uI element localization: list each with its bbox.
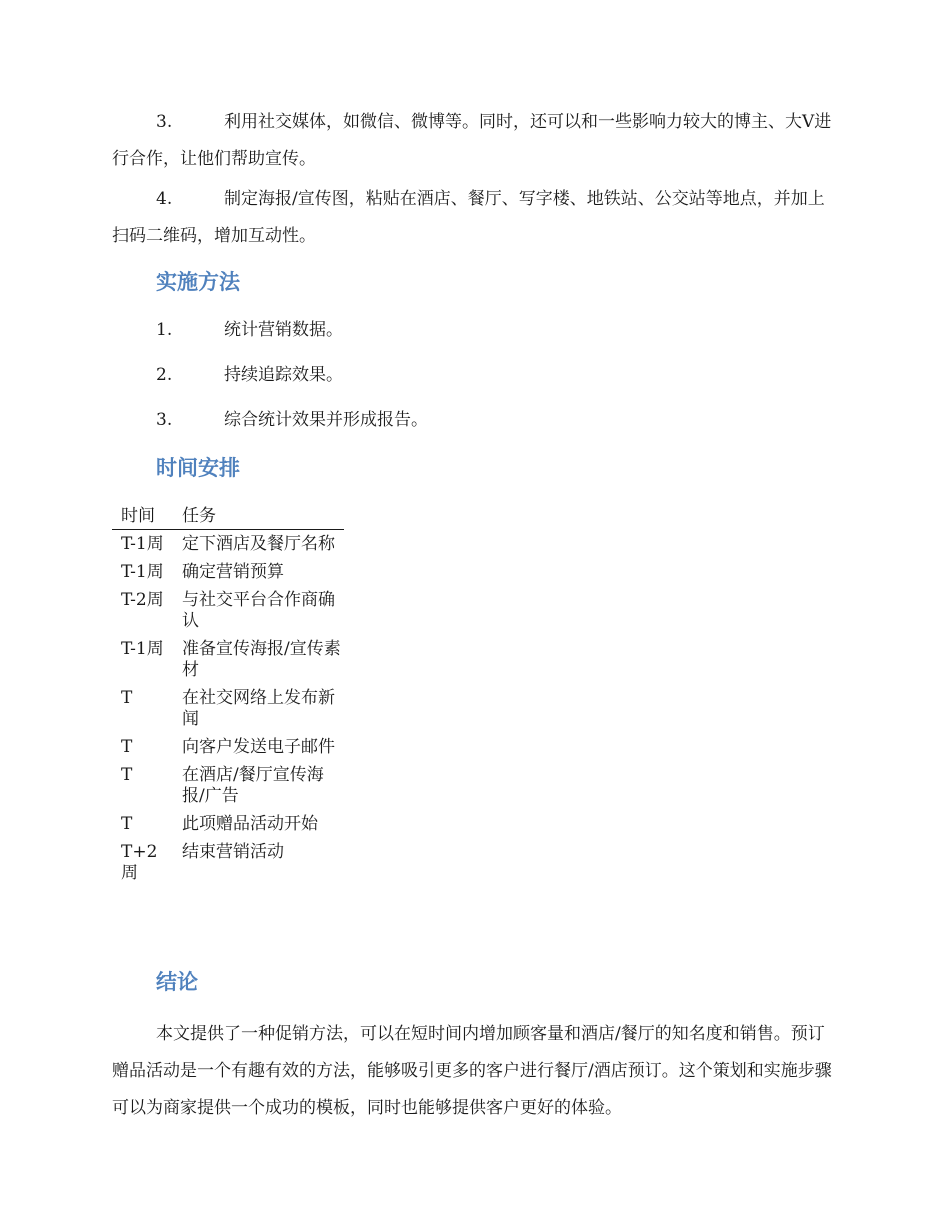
list-number: 1. <box>156 320 173 340</box>
list-text: 综合统计效果并形成报告。 <box>224 410 428 430</box>
time-cell: T <box>121 814 133 834</box>
time-cell: T-1周 <box>121 534 164 554</box>
task-cell: 结束营销活动 <box>182 842 284 862</box>
list-number: 2. <box>156 365 173 385</box>
list-number: 3. <box>156 410 173 430</box>
table-row <box>112 733 344 761</box>
table-row <box>112 530 344 559</box>
schedule-table <box>112 504 344 887</box>
list-text: 制定海报/宣传图，粘贴在酒店、餐厅、写字楼、地铁站、公交站等地点，并加上扫码二维码，增加互动性。 <box>112 189 825 246</box>
list-item <box>112 181 832 255</box>
task-cell: 向客户发送电子邮件 <box>182 737 335 757</box>
time-cell: T <box>121 765 133 785</box>
task-cell: 与社交平台合作商确认 <box>182 590 335 631</box>
list-item <box>156 319 343 341</box>
section-heading-conclusion: 结论 <box>156 970 198 994</box>
section-heading-implementation: 实施方法 <box>156 270 240 294</box>
list-item <box>112 104 832 178</box>
column-header-task: 任务 <box>173 504 344 530</box>
section-heading-schedule: 时间安排 <box>156 456 240 480</box>
task-cell: 此项赠品活动开始 <box>182 814 318 834</box>
task-cell: 在酒店/餐厅宣传海报/广告 <box>182 765 324 806</box>
table-header-row <box>112 504 344 530</box>
list-number: 3. <box>156 112 173 132</box>
task-cell: 准备宣传海报/宣传素材 <box>182 639 341 680</box>
table-row <box>112 838 344 887</box>
time-cell: T-2周 <box>121 590 164 610</box>
column-header-time: 时间 <box>112 504 173 530</box>
time-cell: T+2周 <box>121 842 158 883</box>
list-number: 4. <box>156 189 173 209</box>
list-item <box>156 364 343 386</box>
time-cell: T <box>121 737 133 757</box>
task-cell: 确定营销预算 <box>182 562 284 582</box>
list-text: 利用社交媒体，如微信、微博等。同时，还可以和一些影响力较大的博主、大V进行合作，让他们帮助宣传。 <box>112 112 832 169</box>
table-row <box>112 684 344 733</box>
list-text: 统计营销数据。 <box>224 320 343 340</box>
table-row <box>112 586 344 635</box>
time-cell: T-1周 <box>121 639 164 659</box>
list-item <box>156 409 428 431</box>
table-row <box>112 810 344 838</box>
task-cell: 定下酒店及餐厅名称 <box>182 534 335 554</box>
list-text: 持续追踪效果。 <box>224 365 343 385</box>
conclusion-paragraph: 本文提供了一种促销方法，可以在短时间内增加顾客量和酒店/餐厅的知名度和销售。预订赠品活动是一个有趣有效的方法，能够吸引更多的客户进行餐厅/酒店预订。这个策划和实施步骤可以为商家提供一个成功的模板，同时也能够提供客户更好的体验。 <box>112 1024 832 1118</box>
table-row <box>112 761 344 810</box>
table-row <box>112 635 344 684</box>
time-cell: T-1周 <box>121 562 164 582</box>
task-cell: 在社交网络上发布新闻 <box>182 688 335 729</box>
time-cell: T <box>121 688 133 708</box>
table-row <box>112 558 344 586</box>
